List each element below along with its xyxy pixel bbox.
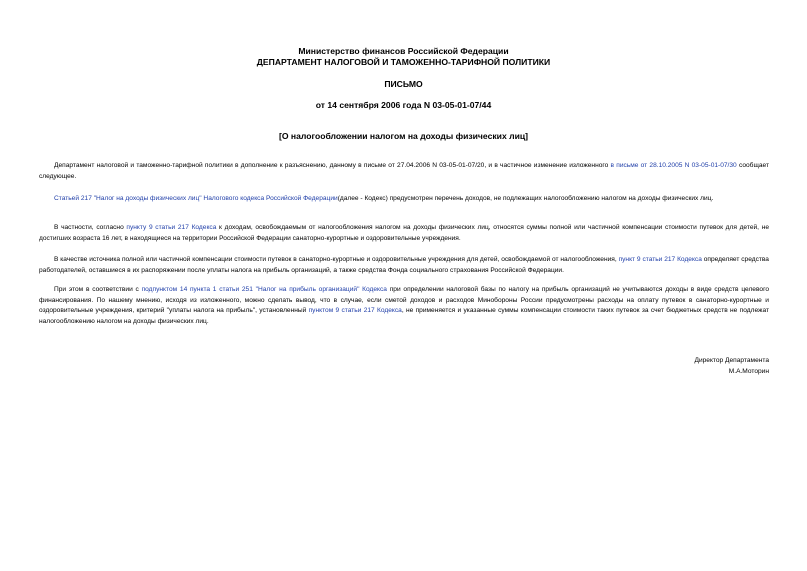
signature-position: Директор Департамента xyxy=(694,357,769,364)
paragraph-text: к доходам, освобождаемым от налогообложения налогом на доходы физических лиц, относятся суммы полной или частичной компенсации стоимости путевок для детей, не достигших возраста 16 лет, в находящиеся на территории Российской Федерации санаторно-курортные и оздоровительные учреждения. xyxy=(39,224,769,242)
tax-code-article-link[interactable]: Статьей 217 "Налог на доходы физических лиц" Налогового кодекса Российской Федерации xyxy=(54,195,338,202)
paragraph-4 xyxy=(39,255,769,276)
paragraph-text: Департамент налоговой и таможенно-тарифной политики в дополнение к разъяснению, данному в письме от 27.04.2006 N 03-05-01-07/20, и в частичное изменение изложенного xyxy=(54,162,611,169)
signature-name: М.А.Моторин xyxy=(728,368,769,375)
paragraph-text: , не применяется и указанные суммы компенсации стоимости таких путевок за счет бюджетных средств не подлежат налогообложению налогом на доходы физических лиц. xyxy=(39,307,769,325)
letter-reference-link[interactable]: в письме от 28.10.2005 N 03-05-01-07/30 xyxy=(610,162,737,169)
paragraph-2 xyxy=(39,194,769,205)
code-clause-link[interactable]: пункт 9 статьи 217 Кодекса xyxy=(618,256,702,263)
paragraph-1 xyxy=(39,161,769,182)
paragraph-text: В качестве источника полной или частичной компенсации стоимости путевок в санаторно-курортные и оздоровительные учреждения для детей, освобождаемой от налогообложения, xyxy=(54,256,619,263)
profit-tax-article-link[interactable]: подпунктом 14 пункта 1 статьи 251 "Налог на прибыль организаций" Кодекса xyxy=(141,286,387,293)
document-date-number: от 14 сентября 2006 года N 03-05-01-07/44 xyxy=(315,100,492,110)
code-clause-link[interactable]: пункту 9 статьи 217 Кодекса xyxy=(126,224,217,231)
ministry-heading: Министерство финансов Российской Федерации xyxy=(298,46,509,56)
paragraph-3 xyxy=(39,223,769,244)
document-subject: [О налогообложении налогом на доходы физических лиц] xyxy=(278,131,529,141)
paragraph-text: (далее - Кодекс) предусмотрен перечень доходов, не подлежащих налогообложению налогом на доходы физических лиц. xyxy=(337,195,714,202)
code-clause-link[interactable]: пунктом 9 статьи 217 Кодекса xyxy=(308,307,402,315)
paragraph-text: при определении налоговой базы по налогу на прибыль организаций не учитываются доходы в виде средств целевого финансирования. По нашему мнению, исходя из изложенного, можно сделать вывод, что в случае, если сметой доходов и расходов Минобороны России предусмотрены расходы на оплату путевок в санаторно-курортные и оздоровительные учреждения, критерий "уплаты налога на прибыль", установленный xyxy=(39,286,770,315)
document-type: ПИСЬМО xyxy=(384,79,423,89)
paragraph-5 xyxy=(39,285,769,327)
paragraph-text: сообщает следующее. xyxy=(39,162,769,180)
department-heading: ДЕПАРТАМЕНТ НАЛОГОВОЙ И ТАМОЖЕННО-ТАРИФНОЙ ПОЛИТИКИ xyxy=(256,57,551,67)
paragraph-text: При этом в соответствии с xyxy=(54,286,142,293)
paragraph-text: определяет средства работодателей, оставшиеся в их распоряжении после уплаты налога на прибыль организаций, а также средства Фонда социального страхования Российской Федерации. xyxy=(39,256,769,274)
paragraph-text: В частности, согласно xyxy=(54,224,127,231)
